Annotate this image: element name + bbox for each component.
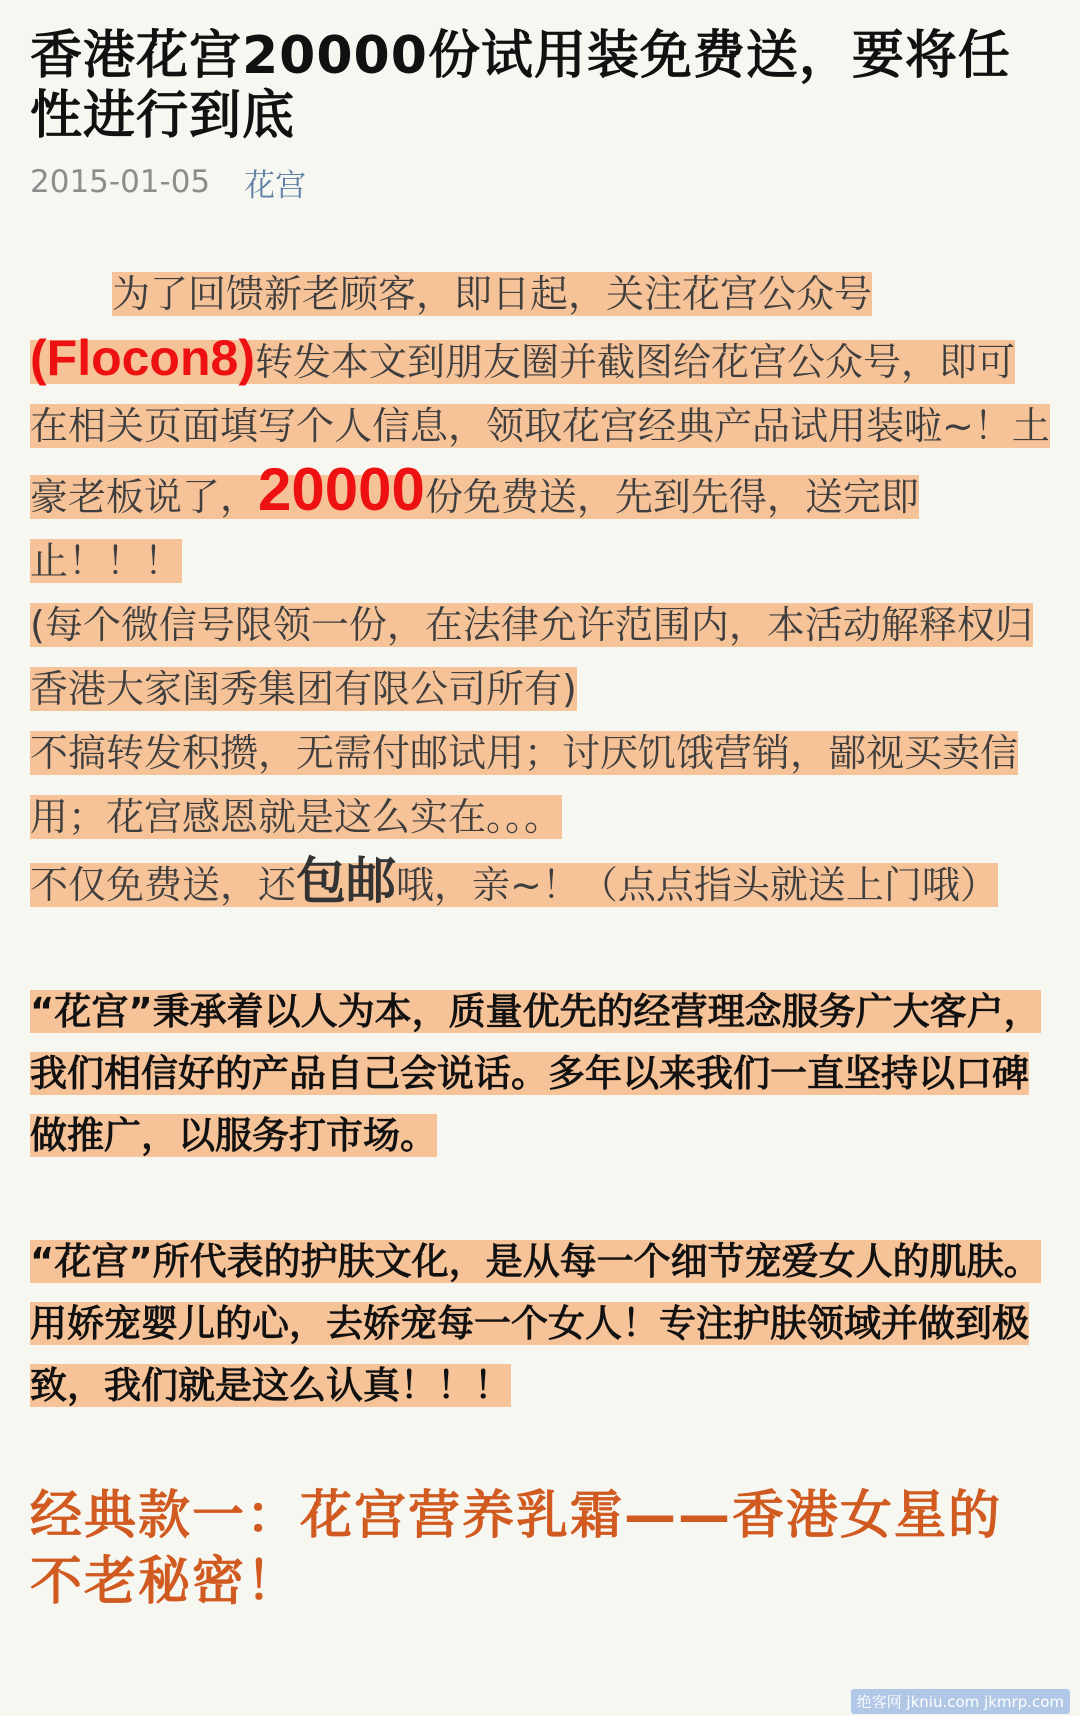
article [30, 0, 1050, 1615]
intro-text-c: 份免费送，先到先得，送完即止！！！ [30, 475, 919, 583]
author-link[interactable]: 花宫 [244, 167, 307, 204]
intro-paragraph [30, 262, 1050, 593]
brand-paragraph [30, 981, 1050, 1167]
terms-paragraph [30, 593, 1050, 721]
policy-paragraph [30, 721, 1050, 849]
free-shipping-label: 包邮 [296, 852, 397, 910]
shipping-text-a: 不仅免费送，还 [30, 863, 297, 907]
article-meta [30, 162, 1050, 202]
terms-text: (每个微信号限领一份，在法律允许范围内，本活动解释权归香港大家闺秀集团有限公司所有) [30, 603, 1033, 711]
brand-philosophy [30, 981, 1050, 1167]
product-subheading: 经典款一：花宫营养乳霜——香港女星的不老秘密！ [30, 1486, 1003, 1612]
publish-date: 2015-01-05 [30, 164, 211, 200]
intro-text-a: 为了回馈新老顾客，即日起，关注花宫公众号 [112, 272, 873, 316]
article-title: 香港花宫20000份试用装免费送，要将任性进行到底 [30, 26, 1011, 146]
brand-text: “花宫”秉承着以人为本，质量优先的经营理念服务广大客户，我们相信好的产品自己会说话。多年以来我们一直坚持以口碑做推广，以服务打市场。 [30, 990, 1041, 1157]
culture-text: “花宫”所代表的护肤文化，是从每一个细节宠爱女人的肌肤。用娇宠婴儿的心，去娇宠每一个女人！专注护肤领域并做到极致，我们就是这么认真！！！ [30, 1240, 1041, 1407]
skincare-culture [30, 1231, 1050, 1417]
intro-text-b: 转发本文到朋友圈并截图给花宫公众号，即可在相关页面填写个人信息，领取花宫经典产品试用装啦~！土豪老板说了， [30, 340, 1050, 519]
highlighted-text [30, 852, 998, 910]
account-id: (Flocon8) [30, 330, 255, 386]
shipping-paragraph [30, 849, 1050, 917]
site-watermark: 绝客网 jkniu.com jkmrp.com [851, 1689, 1070, 1714]
policy-text: 不搞转发积攒，无需付邮试用；讨厌饥饿营销，鄙视买卖信用；花宫感恩就是这么实在。。。 [30, 731, 1019, 839]
article-body [30, 262, 1050, 917]
shipping-text-b: 哦，亲~！（点点指头就送上门哦） [396, 863, 998, 907]
highlighted-text [30, 272, 1050, 583]
culture-paragraph [30, 1231, 1050, 1417]
giveaway-count: 20000 [258, 456, 425, 523]
